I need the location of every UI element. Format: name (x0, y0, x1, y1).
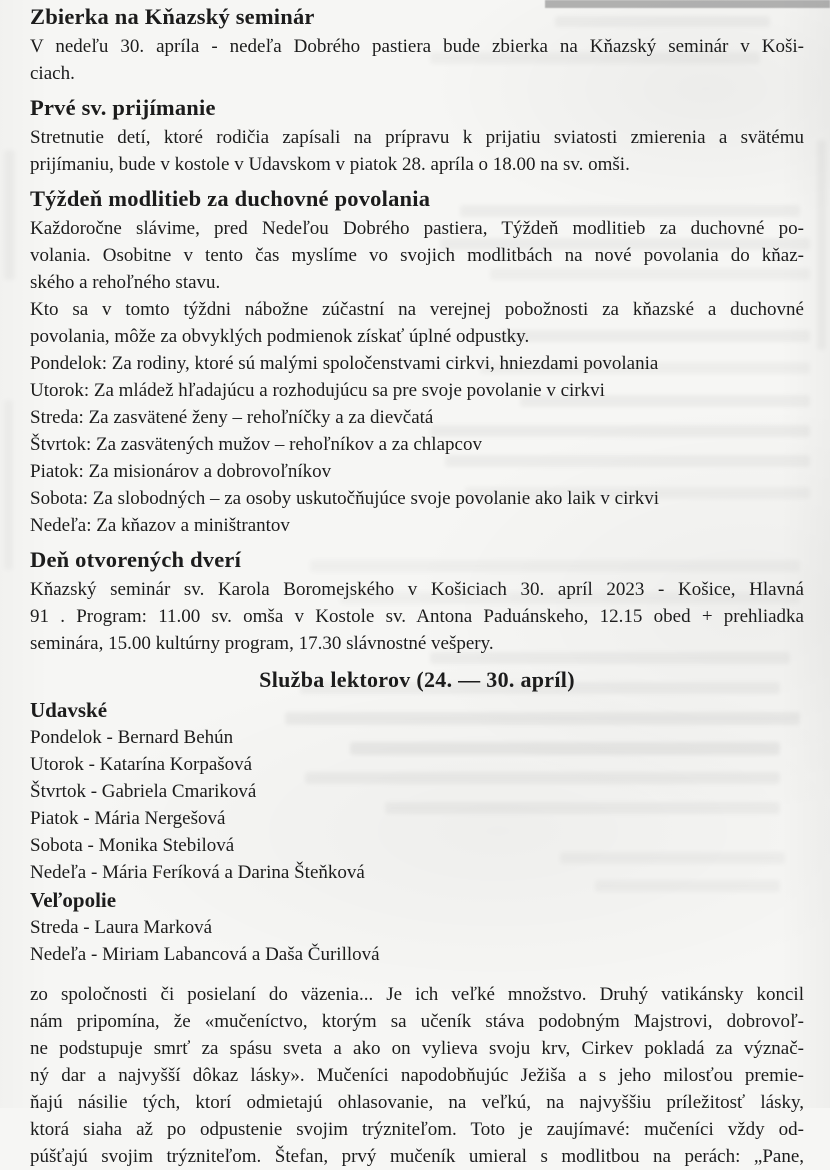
text-line: Kto sa v tomto týždni nábožne zúčastní na verejnej pobožnosti za kňazské a duchovné (30, 299, 804, 320)
group-heading-velopolie: Veľopolie (30, 888, 117, 912)
paragraph-tyzden-2 (30, 296, 804, 350)
heading-zbierka-na-knazsky-seminar: Zbierka na Kňazský seminár (30, 4, 315, 29)
heading-prve-sv-prijimanie: Prvé sv. prijímanie (30, 95, 216, 120)
text-line: ského a rehoľného stavu. (30, 272, 221, 293)
heading-den-otvorenych-dveri: Deň otvorených dverí (30, 547, 242, 572)
day-intention-line: Pondelok: Za rodiny, ktoré sú malými spoločenstvami cirkvi, hniezdami povolania (30, 353, 659, 374)
text-line: ný dar a najvyšší dôkaz lásky». Mučeníci napodobňujúc Ježiša a s jeho milosťou premie- (30, 1065, 804, 1086)
text-line: ňajú násilie tých, ktorí odmietajú ohlasovanie, na veľkú, na najvyššiu príležitosť lásky, (30, 1092, 804, 1113)
text-line: Každoročne slávime, pred Nedeľou Dobrého pastiera, Týždeň modlitieb za duchovné po- (30, 218, 804, 239)
text-line: prijímaniu, bude v kostole v Udavskom v piatok 28. apríla o 18.00 na sv. omši. (30, 154, 630, 175)
lector-line: Streda - Laura Marková (30, 917, 213, 938)
text-line: púšťajú svojim trýzniteľom. Štefan, prvý mučeník umieral s modlitbou na perách: „Pane, (30, 1146, 804, 1167)
lectors-list-udavske (30, 724, 804, 886)
text-line: V nedeľu 30. apríla - nedeľa Dobrého pastiera bude zbierka na Kňazský seminár v Koši- (30, 36, 804, 57)
day-intention-line: Sobota: Za slobodných – za osoby uskutočňujúce svoje povolanie ako laik v cirkvi (30, 488, 659, 509)
paragraph-tyzden-1 (30, 215, 804, 296)
paragraph-closing (30, 981, 804, 1170)
text-line: 91 . Program: 11.00 sv. omša v Kostole sv. Antona Paduánskeho, 12.15 obed + prehliadka (30, 606, 804, 627)
paragraph-den (30, 576, 804, 657)
text-line: Stretnutie detí, ktoré rodičia zapísali na prípravu k prijatiu sviatosti zmierenia a svätému (30, 127, 804, 148)
text-line: ne podstupuje smrť za spásu sveta a ako on vylieva svoju krv, Cirkev pokladá za význač- (30, 1038, 804, 1059)
text-line: seminára, 15.00 kultúrny program, 17.30 slávnostné vešpery. (30, 633, 494, 654)
lector-line: Sobota - Monika Stebilová (30, 835, 235, 856)
lectors-list-velopolie (30, 914, 804, 968)
lectors-schedule-title: Služba lektorov (24. — 30. apríl) (259, 667, 575, 692)
lector-line: Nedeľa - Mária Feríková a Darina Šteňková (30, 862, 365, 883)
text-line: ciach. (30, 63, 75, 84)
day-intention-line: Štvrtok: Za zasvätených mužov – rehoľníkov a za chlapcov (30, 434, 482, 455)
day-intention-line: Streda: Za zasvätené ženy – rehoľníčky a za dievčatá (30, 407, 434, 428)
paragraph-zbierka (30, 33, 804, 87)
day-intentions-list (30, 350, 804, 539)
lector-line: Nedeľa - Miriam Labancová a Daša Čurillová (30, 944, 380, 965)
day-intention-line: Utorok: Za mládež hľadajúcu a rozhodujúcu sa pre svoje povolanie v cirkvi (30, 380, 605, 401)
lector-line: Štvrtok - Gabriela Cmariková (30, 781, 257, 802)
text-line: nám pripomína, že «mučeníctvo, ktorým sa učeník stáva podobným Majstrovi, dobrovoľ- (30, 1011, 804, 1032)
text-line: povolania, môže za obvyklých podmienok získať úplné odpustky. (30, 326, 530, 347)
group-heading-udavske: Udavské (30, 698, 108, 722)
text-line: Kňazský seminár sv. Karola Boromejského v Košiciach 30. apríl 2023 - Košice, Hlavná (30, 579, 804, 600)
text-line: zo spoločnosti či posielaní do väzenia... Je ich veľké množstvo. Druhý vatikánsky koncil (30, 984, 804, 1005)
day-intention-line: Nedeľa: Za kňazov a miništrantov (30, 515, 290, 536)
lector-line: Utorok - Katarína Korpašová (30, 754, 253, 775)
day-intention-line: Piatok: Za misionárov a dobrovoľníkov (30, 461, 332, 482)
heading-tyzden-modlitieb: Týždeň modlitieb za duchovné povolania (30, 186, 431, 211)
lector-line: Pondelok - Bernard Behún (30, 727, 234, 748)
text-line: ktorá siaha až po odpustenie svojim trýzniteľom. Toto je zaujímavé: mučeníci vždy od- (30, 1119, 804, 1140)
paragraph-prijimanie (30, 124, 804, 178)
text-line: volania. Osobitne v tento čas myslíme vo svojich modlitbách na nové povolania do kňaz- (30, 245, 804, 266)
lector-line: Piatok - Mária Nergešová (30, 808, 226, 829)
